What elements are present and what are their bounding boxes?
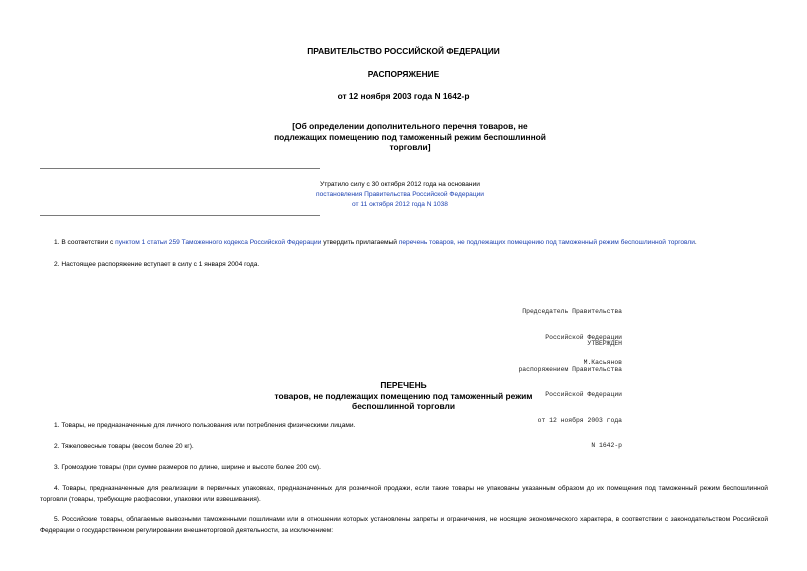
title-line: подлежащих помещению под таможенный режим беспошлинной: [274, 131, 546, 142]
repeal-decree-date-link[interactable]: от 11 октября 2012 года N 1038: [352, 201, 448, 208]
list-title-line: товаров, не подлежащих помещению под таможенный режим: [274, 390, 533, 401]
document-title: [270, 121, 550, 153]
paragraph-text: 1. В соответствии с: [54, 239, 116, 246]
divider-bottom: [40, 215, 320, 216]
document-date: от 12 ноября 2003 года N 1642-р: [337, 91, 470, 101]
goods-list-link[interactable]: перечень товаров, не подлежащих помещению под таможенный режим беспошлинной торговли: [398, 239, 695, 246]
list-title-line: ПЕРЕЧЕНЬ: [380, 380, 427, 390]
repeal-note-text: Утратило силу с 30 октября 2012 года на основании: [320, 181, 480, 188]
divider-top: [40, 168, 320, 169]
signature-line: М.Касьянов: [583, 359, 622, 366]
paragraph-1: [54, 238, 774, 248]
list-item: 2. Тяжеловесные товары (весом более 20 кг).: [54, 443, 194, 450]
list-item: 1. Товары, не предназначенные для личного пользования или потребления физическими лицами.: [54, 422, 356, 429]
repeal-decree-link[interactable]: постановления Правительства Российской Федерации: [316, 191, 484, 198]
list-title: [0, 380, 807, 412]
repeal-note: [260, 180, 540, 210]
customs-code-link[interactable]: пунктом 1 статьи 259 Таможенного кодекса Российской Федерации: [115, 239, 322, 246]
list-title-line: беспошлинной торговли: [352, 401, 455, 411]
paragraph-2: 2. Настоящее распоряжение вступает в силу с 1 января 2004 года.: [54, 261, 260, 268]
list-item: 5. Российские товары, облагаемые вывозными таможенными пошлинами или в отношении которых установлены запреты и ограничения, не носящие экономического характера, в соответствии с законодательством Российской Федерации о государственном регулировании внешнеторговой деятельности, за исключением:: [40, 516, 768, 534]
list-item: 4. Товары, предназначенные для реализации в первичных упаковках, предназначенных для розничной продажи, если такие товары не упакованы указанным образом до их помещения под таможенный режим беспошлинной торговли (товары, требующие расфасовки, упаковки или взвешивания).: [40, 485, 768, 503]
approval-line: от 12 ноября 2003 года: [537, 416, 622, 424]
government-header: ПРАВИТЕЛЬСТВО РОССИЙСКОЙ ФЕДЕРАЦИИ: [307, 46, 500, 56]
approval-line: Российской Федерации: [545, 391, 622, 398]
approval-line: распоряжением Правительства: [518, 365, 622, 373]
approval-line: N 1642-р: [591, 442, 622, 449]
paragraph-text: .: [694, 239, 697, 246]
document-type: РАСПОРЯЖЕНИЕ: [367, 69, 440, 79]
approval-line: УТВЕРЖДЕН: [587, 340, 622, 347]
signature-line: Российской Федерации: [545, 333, 622, 341]
paragraph-text: утвердить прилагаемый: [321, 239, 399, 246]
title-line: торговли]: [389, 142, 431, 152]
title-line: [Об определении дополнительного перечня товаров, не: [292, 121, 528, 131]
list-item: 3. Громоздкие товары (при сумме размеров по длине, ширине и высоте более 200 см).: [54, 464, 321, 471]
signature-line: Председатель Правительства: [522, 308, 622, 315]
